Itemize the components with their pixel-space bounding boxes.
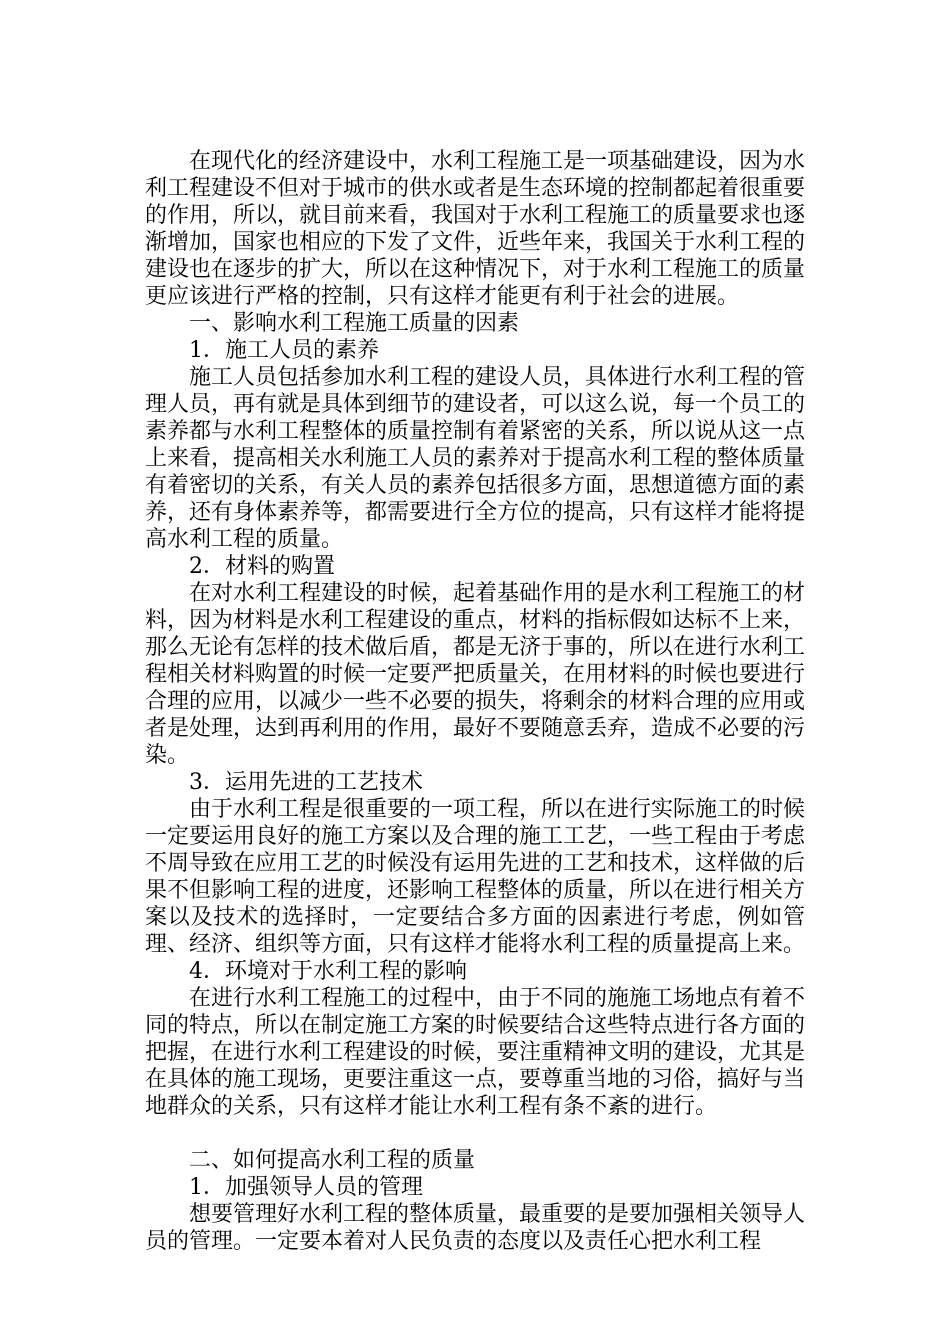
subsection-1-1-body: 施工人员包括参加水利工程的建设人员，具体进行水利工程的管理人员，再有就是具体到细节的建设者，可以这么说，每一个员工的素养都与水利工程整体的质量控制有着紧密的关系，所以说从这一点上来看，提高相关水利施工人员的素养对于提高水利工程的整体质量有着密切的关系，有关人员的素养包括很多方面，思想道德方面的素养，还有身体素养等，都需要进行全方位的提高，只有这样才能将提高水利工程的质量。 [145,365,806,552]
section-2-heading: 二、如何提高水利工程的质量 [189,1148,476,1173]
subsection-1-2-body: 在对水利工程建设的时候，起着基础作用的是水利工程施工的材料，因为材料是水利工程建设的重点，材料的指标假如达标不上来，那么无论有怎样的技术做后盾，都是无济于事的，所以在进行水利工程相关材料购置的时候一定要严把质量关，在用材料的时候也要进行合理的应用，以减少一些不必要的损失，将剩余的材料合理的应用或者是处理，达到再利用的作用，最好不要随意丢弃，造成不必要的污染。 [145,581,806,768]
subsection-1-2-heading: 2．材料的购置 [189,554,335,579]
section-spacer [145,1120,805,1147]
document-page [145,148,805,1255]
subsection-1-4-body: 在进行水利工程施工的过程中，由于不同的施施工场地点有着不同的特点，所以在制定施工方案的时候要结合这些特点进行各方面的把握，在进行水利工程建设的时候，要注重精神文明的建设，尤其是在具体的施工现场，更要注重这一点，要尊重当地的习俗，搞好与当地群众的关系，只有这样才能让水利工程有条不紊的进行。 [145,986,806,1119]
subsection-2-1-body: 想要管理好水利工程的整体质量，最重要的是要加强相关领导人员的管理。一定要本着对人民负责的态度以及责任心把水利工程 [145,1202,806,1254]
subsection-2-1-heading: 1．加强领导人员的管理 [189,1175,423,1200]
section-1-heading: 一、影响水利工程施工质量的因素 [189,311,520,336]
subsection-1-3-body: 由于水利工程是很重要的一项工程，所以在进行实际施工的时候一定要运用良好的施工方案以及合理的施工工艺，一些工程由于考虑不周导致在应用工艺的时候没有运用先进的工艺和技术，这样做的后果不但影响工程的进度，还影响工程整体的质量，所以在进行相关方案以及技术的选择时，一定要结合多方面的因素进行考虑，例如管理、经济、组织等方面，只有这样才能将水利工程的质量提高上来。 [145,797,806,957]
subsection-1-1-heading: 1．施工人员的素养 [189,338,379,363]
intro-paragraph: 在现代化的经济建设中，水利工程施工是一项基础建设，因为水利工程建设不但对于城市的供水或者是生态环境的控制都起着很重要的作用，所以，就目前来看，我国对于水利工程施工的质量要求也逐渐增加，国家也相应的下发了文件，近些年来，我国关于水利工程的建设也在逐步的扩大，所以在这种情况下，对于水利工程施工的质量更应该进行严格的控制，只有这样才能更有利于社会的进展。 [145,149,806,309]
subsection-1-4-heading: 4．环境对于水利工程的影响 [189,959,467,984]
subsection-1-3-heading: 3．运用先进的工艺技术 [189,770,423,795]
